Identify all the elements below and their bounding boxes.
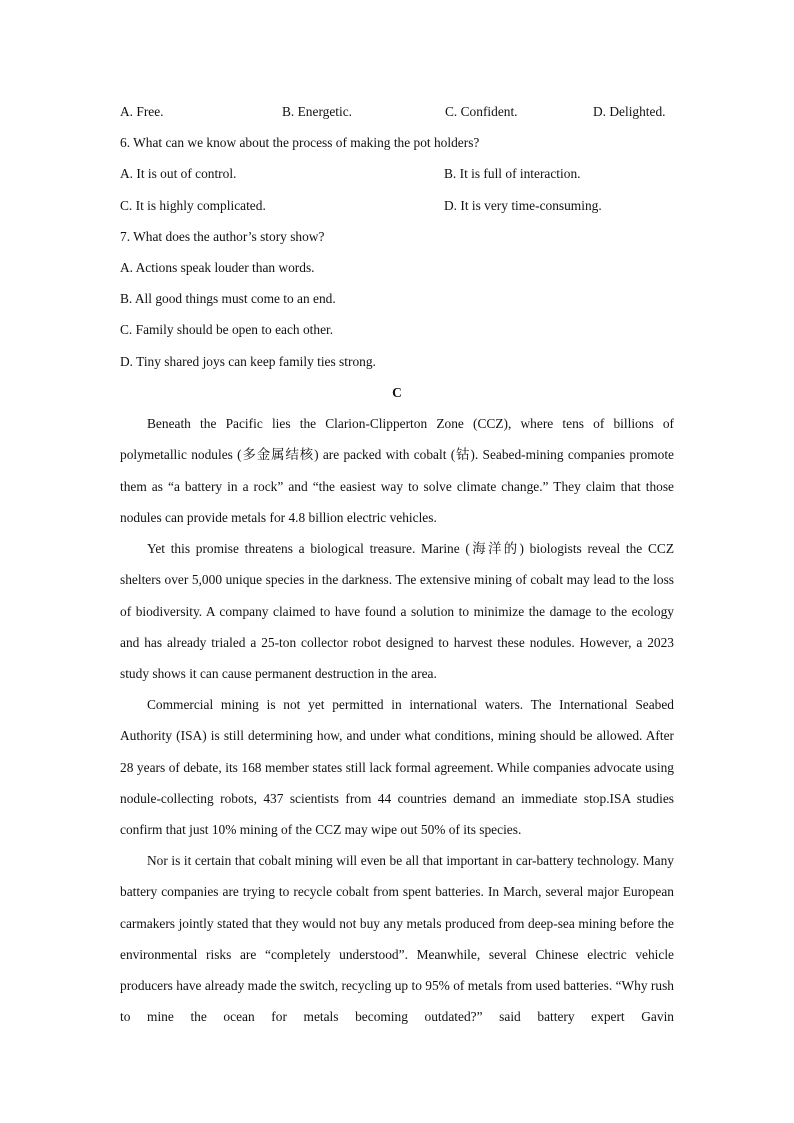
q6-option-a: A. It is out of control. — [120, 166, 237, 182]
q5-option-c: C. Confident. — [445, 104, 518, 119]
q6-options-row-1 — [120, 164, 674, 195]
q7-option-c: C. Family should be open to each other. — [120, 322, 334, 338]
q7-option-d: D. Tiny shared joys can keep family ties strong. — [120, 353, 376, 369]
paragraph-1: Beneath the Pacific lies the Clarion-Clipperton Zone (CCZ), where tens of billions of polymetallic nodules (多金属结核) are packed with cobalt (钴). Seabed-mining companies promote them as “a battery in a rock” and “the easiest way to solve climate change.” They claim that those nodules can provide metals for 4.8 billion electric vehicles. — [120, 416, 674, 525]
q6-question: 6. What can we know about the process of making the pot holders? — [120, 135, 480, 151]
paragraph-4: Nor is it certain that cobalt mining will even be all that important in car-battery technology. Many battery companies are trying to recycle cobalt from spent batteries. In March, several major European carmakers jointly stated that they would not buy any metals produced from deep-sea mining before the environmental risks are “completely understood”. Meanwhile, several Chinese electric vehicle producers have already made the switch, recycling up to 95% of metals from used batteries. “Why rush to mine the ocean for metals becoming outdated?” said battery expert Gavin — [120, 853, 674, 1025]
q6-option-d: D. It is very time-consuming. — [444, 197, 602, 213]
q5-option-b: B. Energetic. — [282, 104, 353, 119]
paragraph-2: Yet this promise threatens a biological treasure. Marine (海洋的) biologists reveal the CCZ shelters over 5,000 unique species in the darkness. The extensive mining of cobalt may lead to the loss of biodiversity. A company claimed to have found a solution to minimize the damage to the ecology and has already trialed a 25-ton collector robot designed to harvest these nodules. However, a 2023 study shows it can cause permanent destruction in the area. — [120, 541, 674, 681]
q7-question: 7. What does the author’s story show? — [120, 228, 325, 244]
q6-option-b: B. It is full of interaction. — [444, 166, 581, 182]
section-title: C — [392, 384, 402, 400]
q6-option-c: C. It is highly complicated. — [120, 197, 266, 213]
q5-options — [120, 102, 674, 133]
paragraph-3: Commercial mining is not yet permitted in international waters. The International Seabed Authority (ISA) is still determining how, and under what conditions, mining should be allowed. After 28 years of debate, its 168 member states still lack formal agreement. While companies advocate using nodule-collecting robots, 437 scientists from 44 countries demand an immediate stop.ISA studies confirm that just 10% mining of the CCZ may wipe out 50% of its species. — [120, 697, 674, 837]
q5-option-a: A. Free. — [120, 104, 164, 119]
document-page — [120, 102, 674, 1038]
q5-option-d: D. Delighted. — [593, 104, 666, 119]
q7-option-b: B. All good things must come to an end. — [120, 291, 336, 307]
q6-options-row-2 — [120, 196, 674, 227]
q7-option-a: A. Actions speak louder than words. — [120, 259, 315, 275]
